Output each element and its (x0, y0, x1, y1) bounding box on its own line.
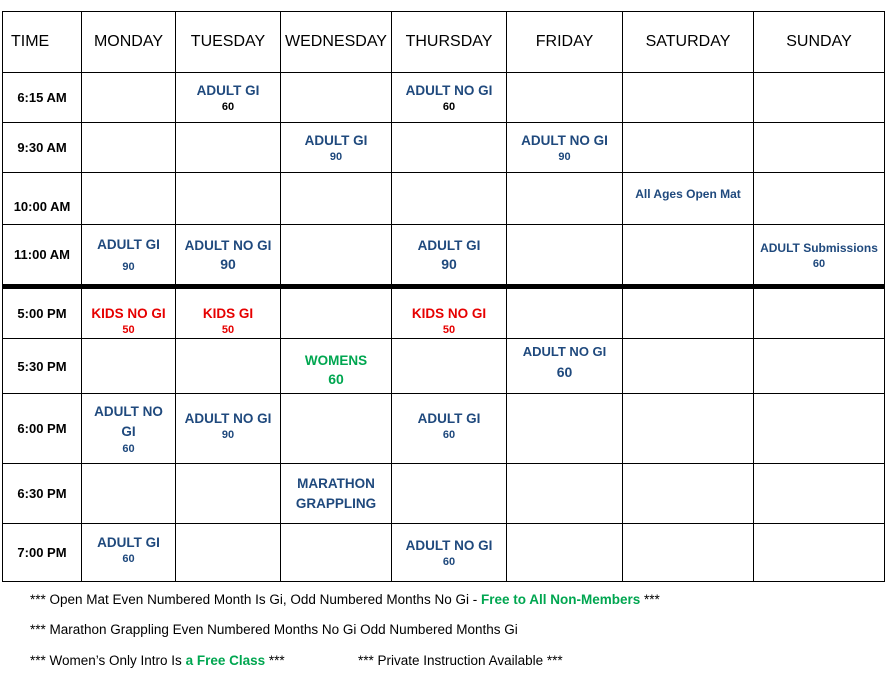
class-cell (507, 225, 623, 287)
schedule-row (3, 394, 885, 464)
schedule-row (3, 287, 885, 339)
note-marathon (30, 622, 518, 637)
class-cell (507, 287, 623, 339)
class-cell (623, 394, 754, 464)
class-duration: 50 (221, 324, 235, 336)
class-cell (754, 524, 885, 582)
class-duration: 50 (442, 324, 456, 336)
note-open-mat (30, 592, 660, 607)
class-cell (281, 123, 392, 173)
class-duration: 60 (328, 371, 344, 387)
class-cell (392, 123, 507, 173)
class-cell (82, 123, 176, 173)
class-duration: 90 (441, 255, 457, 272)
class-cell (754, 287, 885, 339)
class-cell (82, 287, 176, 339)
class-cell (392, 339, 507, 394)
class-cell (507, 123, 623, 173)
class-duration: 60 (442, 100, 456, 113)
class-duration: 90 (329, 150, 343, 163)
class-cell (82, 173, 176, 225)
schedule-row (3, 173, 885, 225)
class-cell (754, 225, 885, 287)
class-cell (754, 394, 885, 464)
schedule-row (3, 73, 885, 123)
class-name: ADULT GI (97, 236, 160, 252)
class-cell (281, 225, 392, 287)
note-womens-end: *** (265, 653, 285, 668)
class-duration: 90 (220, 255, 236, 272)
class-cell (392, 394, 507, 464)
class-duration: 90 (122, 260, 135, 273)
class-duration: 60 (442, 429, 456, 441)
class-cell (176, 73, 281, 123)
note-private-text: *** Private Instruction Available *** (358, 653, 563, 668)
class-cell (82, 73, 176, 123)
header-wednesday: WEDNESDAY (281, 12, 392, 73)
class-cell (507, 339, 623, 394)
note-womens-text: *** Women’s Only Intro Is (30, 653, 186, 668)
class-cell (281, 287, 392, 339)
class-cell (507, 524, 623, 582)
time-cell: 6:00 PM (3, 394, 82, 464)
class-cell (392, 173, 507, 225)
class-cell (623, 225, 754, 287)
class-cell (392, 225, 507, 287)
class-name: All Ages Open Mat (635, 187, 741, 201)
class-duration: 50 (122, 324, 135, 336)
class-cell (176, 464, 281, 524)
time-cell: 5:00 PM (3, 287, 82, 339)
class-name: ADULT NO GI (522, 344, 607, 359)
class-name: WOMENS (304, 353, 368, 368)
class-cell (176, 287, 281, 339)
class-cell (281, 73, 392, 123)
class-cell (754, 123, 885, 173)
schedule-row (3, 339, 885, 394)
time-cell: 6:30 PM (3, 464, 82, 524)
class-name: KIDS NO GI (91, 306, 166, 321)
class-cell (281, 339, 392, 394)
time-cell: 7:00 PM (3, 524, 82, 582)
class-name: ADULT NO GI (94, 403, 163, 439)
class-cell (176, 123, 281, 173)
header-sunday: SUNDAY (754, 12, 885, 73)
note-marathon-text: *** Marathon Grappling Even Numbered Months No Gi Odd Numbered Months Gi (30, 622, 518, 637)
class-cell (176, 173, 281, 225)
class-name: KIDS NO GI (411, 306, 487, 321)
class-cell (623, 73, 754, 123)
class-cell (82, 225, 176, 287)
class-cell (176, 339, 281, 394)
class-duration: 60 (221, 100, 235, 113)
note-womens (30, 653, 285, 668)
class-name: ADULT GI (417, 237, 481, 253)
class-cell (176, 225, 281, 287)
class-name: ADULT NO GI (184, 411, 272, 426)
class-duration: 90 (221, 429, 235, 441)
class-cell (623, 339, 754, 394)
class-cell (392, 287, 507, 339)
class-name: MARATHON GRAPPLING (295, 475, 377, 511)
schedule-row (3, 123, 885, 173)
time-cell: 10:00 AM (3, 173, 82, 225)
class-duration: 60 (442, 555, 456, 568)
class-cell (754, 464, 885, 524)
header-row (3, 12, 885, 73)
class-cell (623, 287, 754, 339)
class-cell (507, 173, 623, 225)
class-duration: 60 (812, 257, 826, 270)
schedule-table (2, 11, 885, 582)
class-cell (754, 173, 885, 225)
class-cell (507, 394, 623, 464)
time-cell: 9:30 AM (3, 123, 82, 173)
time-cell: 5:30 PM (3, 339, 82, 394)
note-private (358, 653, 563, 668)
class-cell (281, 464, 392, 524)
class-cell (507, 464, 623, 524)
class-cell (176, 394, 281, 464)
class-cell (754, 339, 885, 394)
class-cell (392, 524, 507, 582)
schedule-row (3, 524, 885, 582)
class-duration: 60 (122, 442, 135, 455)
schedule-row (3, 225, 885, 287)
class-duration: 60 (122, 553, 135, 565)
note-womens-highlight: a Free Class (185, 653, 266, 668)
class-cell (281, 173, 392, 225)
class-cell (507, 73, 623, 123)
class-duration: 60 (556, 364, 573, 380)
note-open-mat-end: *** (640, 592, 660, 607)
class-cell (623, 524, 754, 582)
note-open-mat-highlight: Free to All Non-Members (480, 592, 641, 607)
class-name: ADULT GI (304, 132, 368, 148)
class-cell (281, 394, 392, 464)
class-cell (281, 524, 392, 582)
time-cell: 11:00 AM (3, 225, 82, 287)
class-cell (82, 394, 176, 464)
class-duration: 90 (558, 150, 571, 163)
class-name: ADULT GI (97, 535, 160, 550)
class-name: ADULT GI (417, 411, 481, 426)
header-time: TIME (3, 12, 82, 73)
class-cell (623, 464, 754, 524)
time-cell: 6:15 AM (3, 73, 82, 123)
class-name: ADULT Submissions (760, 240, 878, 255)
class-name: ADULT NO GI (184, 237, 272, 253)
schedule-row (3, 464, 885, 524)
class-name: ADULT GI (196, 82, 260, 98)
class-cell (392, 73, 507, 123)
class-name: KIDS GI (202, 306, 254, 321)
class-cell (82, 464, 176, 524)
class-cell (623, 123, 754, 173)
header-friday: FRIDAY (507, 12, 623, 73)
class-cell (623, 173, 754, 225)
class-cell (82, 524, 176, 582)
header-monday: MONDAY (82, 12, 176, 73)
class-cell (754, 73, 885, 123)
class-name: ADULT NO GI (405, 82, 493, 98)
class-name: ADULT NO GI (521, 132, 608, 148)
header-saturday: SATURDAY (623, 12, 754, 73)
class-cell (176, 524, 281, 582)
header-tuesday: TUESDAY (176, 12, 281, 73)
class-cell (392, 464, 507, 524)
note-open-mat-text: *** Open Mat Even Numbered Month Is Gi, Odd Numbered Months No Gi - (30, 592, 481, 607)
header-thursday: THURSDAY (392, 12, 507, 73)
class-cell (82, 339, 176, 394)
class-name: ADULT NO GI (405, 537, 493, 553)
